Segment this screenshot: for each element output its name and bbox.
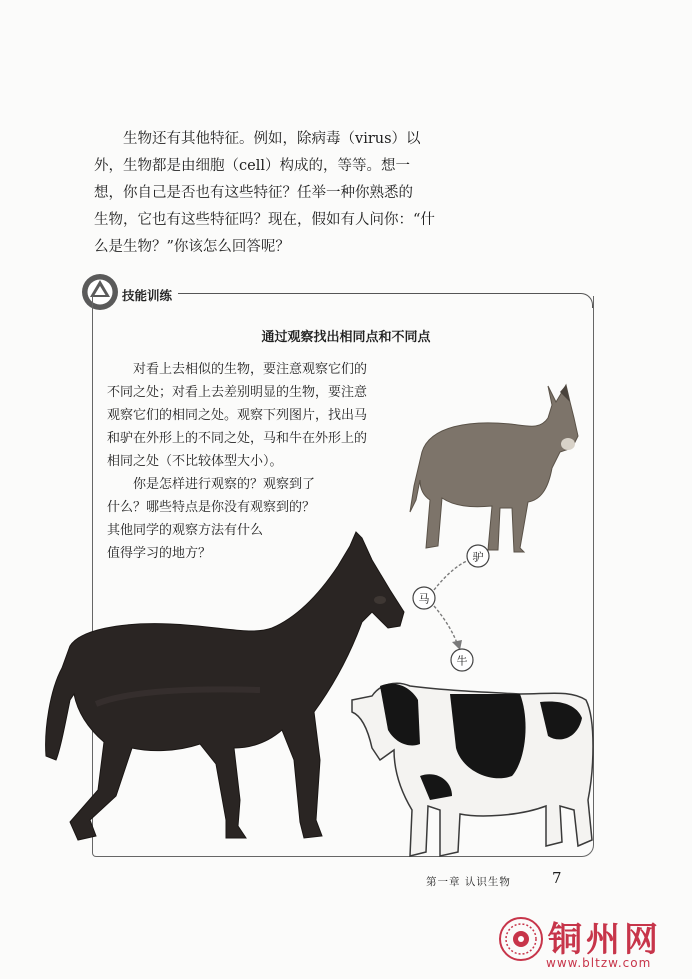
watermark-name: 铜州网 xyxy=(548,920,662,960)
intro-line: 生物，它也有这些特征吗？现在，假如有人问你：“什 xyxy=(94,212,435,228)
activity-line: 不同之处；对看上去差别明显的生物，要注意 xyxy=(107,385,368,400)
watermark-url: www.bltzw.com xyxy=(546,956,652,970)
watermark-logo-icon xyxy=(498,916,544,962)
intro-line: 么是生物？”你该怎么回答呢？ xyxy=(94,239,290,255)
section-label: 技能训练 xyxy=(122,288,173,303)
intro-line: 生物还有其他特征。例如，除病毒（virus）以 xyxy=(123,131,421,147)
activity-line: 和驴在外形上的不同之处，马和牛在外形上的 xyxy=(107,431,368,446)
donkey-label: 驴 xyxy=(472,550,484,564)
cow-label: 牛 xyxy=(456,654,468,668)
horse-image xyxy=(46,532,404,840)
activity-line: 你是怎样进行观察的？观察到了 xyxy=(133,477,316,492)
page-number: 7 xyxy=(552,869,562,887)
horse-label: 马 xyxy=(418,592,430,606)
activity-line: 观察它们的相同之处。观察下列图片，找出马 xyxy=(107,408,368,423)
activity-line: 值得学习的地方？ xyxy=(107,546,212,561)
cow-image xyxy=(352,683,593,856)
activity-line: 其他同学的观察方法有什么 xyxy=(107,523,264,538)
activity-title: 通过观察找出相同点和不同点 xyxy=(261,330,431,345)
donkey-image xyxy=(410,385,578,552)
chapter-title: 第一章 认识生物 xyxy=(426,876,511,888)
intro-line: 想，你自己是否也有这些特征？任举一种你熟悉的 xyxy=(94,185,413,201)
intro-line: 外，生物都是由细胞（cell）构成的，等等。想一 xyxy=(94,158,410,174)
comparison-diagram xyxy=(413,545,489,671)
activity-line: 什么？哪些特点是你没有观察到的？ xyxy=(107,500,316,515)
watermark xyxy=(492,910,688,976)
activity-line: 相同之处（不比较体型大小）。 xyxy=(107,454,283,469)
activity-line: 对看上去相似的生物，要注意观察它们的 xyxy=(133,362,368,377)
